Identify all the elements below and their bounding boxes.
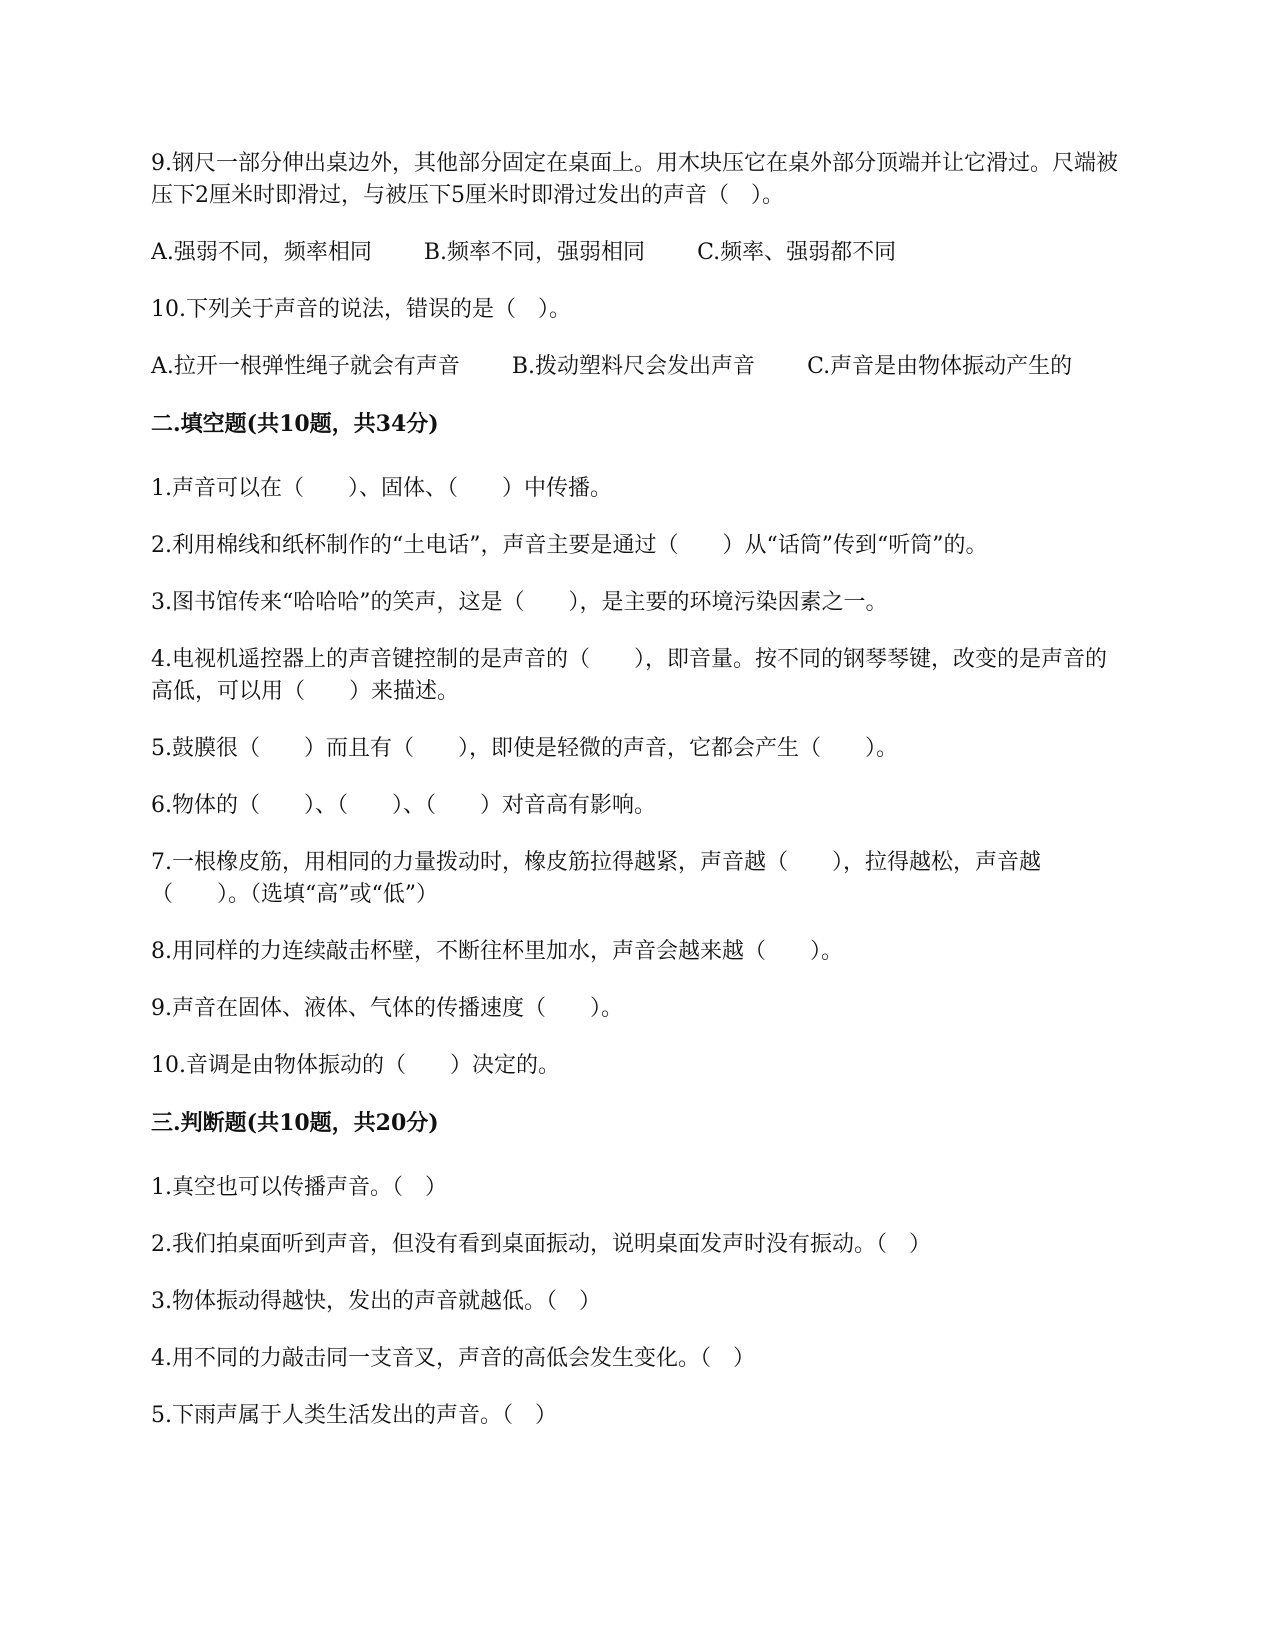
fill-blank-question-8: 8.用同样的力连续敲击杯壁，不断往杯里加水，声音会越来越（ ）。: [151, 939, 843, 964]
option-a: A.强弱不同，频率相同: [151, 240, 372, 265]
fill-blank-question-3: 3.图书馆传来“哈哈哈”的笑声，这是（ ），是主要的环境污染因素之一。: [151, 590, 888, 615]
true-false-question-4: 4.用不同的力敲击同一支音叉，声音的高低会发生变化。（ ）: [151, 1346, 755, 1371]
true-false-question-1: 1.真空也可以传播声音。（ ）: [151, 1175, 447, 1200]
fill-blank-question-9: 9.声音在固体、液体、气体的传播速度（ ）。: [151, 996, 623, 1021]
fill-blank-question-2: 2.利用棉线和纸杯制作的“土电话”，声音主要是通过（ ）从“话筒”传到“听筒”的。: [151, 533, 988, 558]
option-b: B.拨动塑料尺会发出声音: [511, 354, 756, 379]
choice-question-10-options: [151, 351, 1126, 383]
fill-blank-question-7: 7.一根橡皮筋，用相同的力量拨动时，橡皮筋拉得越紧，声音越（ ），拉得越松，声音越（ ）。（选填“高”或“低”）: [151, 850, 1041, 907]
option-c: C.频率、强弱都不同: [697, 240, 897, 265]
choice-question-9-options: [151, 237, 1126, 269]
true-false-question-5: 5.下雨声属于人类生活发出的声音。（ ）: [151, 1403, 557, 1428]
true-false-question-3: 3.物体振动得越快，发出的声音就越低。（ ）: [151, 1289, 601, 1314]
true-false-section-title: 三.判断题(共10题，共20分): [151, 1110, 439, 1136]
true-false-question-2: 2.我们拍桌面听到声音，但没有看到桌面振动，说明桌面发声时没有振动。（ ）: [151, 1232, 931, 1257]
fill-blank-question-4: 4.电视机遥控器上的声音键控制的是声音的（ ），即音量。按不同的钢琴琴键，改变的是声音的高低，可以用（ ）来描述。: [151, 647, 1107, 704]
fill-blank-question-10: 10.音调是由物体振动的（ ）决定的。: [151, 1053, 560, 1078]
exam-page: [151, 148, 1126, 1457]
fill-blank-section-title: 二.填空题(共10题，共34分): [151, 411, 439, 437]
option-c: C.声音是由物体振动产生的: [807, 354, 1073, 379]
fill-blank-question-6: 6.物体的（ ）、（ ）、（ ）对音高有影响。: [151, 793, 656, 818]
fill-blank-question-1: 1.声音可以在（ ）、固体、（ ）中传播。: [151, 476, 612, 501]
option-a: A.拉开一根弹性绳子就会有声音: [151, 354, 460, 379]
option-b: B.频率不同，强弱相同: [423, 240, 646, 265]
fill-blank-question-5: 5.鼓膜很（ ）而且有（ ），即使是轻微的声音，它都会产生（ ）。: [151, 736, 898, 761]
choice-question-9: 9.钢尺一部分伸出桌边外，其他部分固定在桌面上。用木块压它在桌外部分顶端并让它滑过。尺端被压下2厘米时即滑过，与被压下5厘米时即滑过发出的声音（ ）。: [151, 151, 1118, 208]
choice-question-10: 10.下列关于声音的说法，错误的是（ ）。: [151, 297, 571, 322]
